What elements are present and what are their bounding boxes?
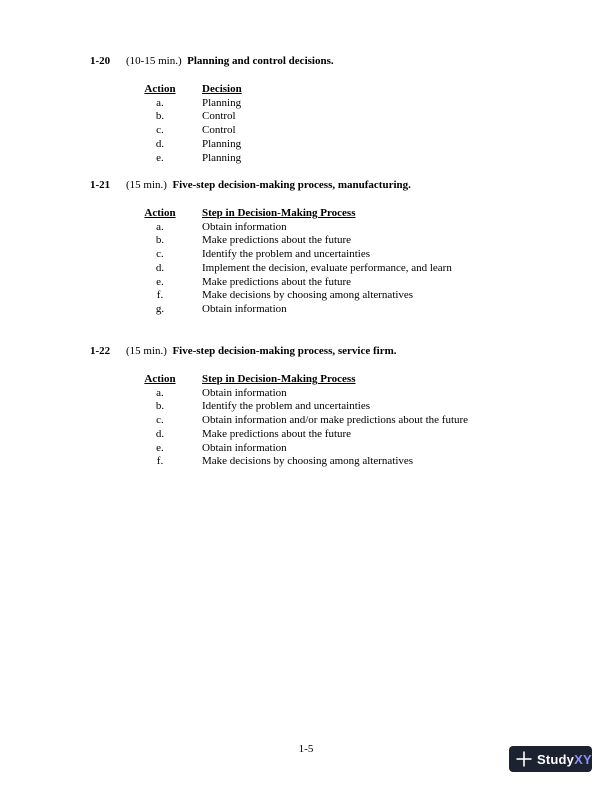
table-row (0, 152, 612, 166)
table-row (0, 276, 612, 290)
table-row (0, 414, 612, 428)
badge-label-main: Study (537, 751, 575, 767)
problem-number: 1-20 (90, 55, 111, 67)
table-row (0, 442, 612, 456)
row-text: Control (202, 110, 236, 123)
action-letter: g. (155, 302, 165, 315)
problem-time: (15 min.) (126, 179, 167, 191)
table-header-row (0, 83, 612, 97)
action-letter: e. (156, 151, 164, 164)
problem-title: Five-step decision-making process, manufacturing. (172, 179, 411, 191)
problem-time-and-title (126, 55, 334, 68)
table-row (0, 303, 612, 317)
row-text: Obtain information (202, 386, 287, 399)
action-letter: c. (156, 124, 164, 137)
table-row (0, 455, 612, 469)
action-letter: b. (155, 400, 165, 413)
table-row (0, 289, 612, 303)
studyxy-badge[interactable] (509, 746, 592, 772)
action-letter: d. (155, 427, 165, 440)
row-text: Planning (202, 151, 242, 164)
action-letter: e. (156, 275, 164, 288)
table-row (0, 387, 612, 401)
action-letter: e. (156, 441, 164, 454)
row-text: Make decisions by choosing among alternatives (202, 289, 414, 302)
row-text: Control (202, 124, 236, 137)
table-row (0, 248, 612, 262)
row-text: Obtain information (202, 441, 287, 454)
badge-label-accent: XY (574, 751, 592, 767)
action-letter: a. (156, 96, 164, 109)
table-row (0, 124, 612, 138)
action-letter: b. (155, 234, 165, 247)
row-text: Make decisions by choosing among alternatives (202, 455, 414, 468)
action-letter: c. (156, 414, 164, 427)
plus-sparkle-icon (516, 751, 532, 767)
row-text: Obtain information and/or make predictions about the future (202, 414, 469, 427)
row-text: Identify the problem and uncertainties (202, 248, 370, 261)
table-row (0, 234, 612, 248)
action-letter: f. (156, 455, 164, 468)
action-letter: c. (156, 248, 164, 261)
problem-number: 1-21 (90, 179, 111, 191)
action-letter: d. (155, 137, 165, 150)
problem-time: (10-15 min.) (126, 55, 182, 67)
row-text: Obtain information (202, 220, 287, 233)
row-text: Identify the problem and uncertainties (202, 400, 370, 413)
row-text: Planning (202, 96, 242, 109)
column-header-action: Action (144, 373, 176, 385)
column-header-decision: Decision (202, 83, 242, 95)
table-row (0, 400, 612, 414)
column-header-action: Action (144, 83, 176, 95)
badge-label (537, 752, 592, 767)
table-row (0, 97, 612, 111)
row-text: Planning (202, 137, 242, 150)
problem-title: Planning and control decisions. (187, 55, 334, 67)
action-letter: b. (155, 110, 165, 123)
column-header-step: Step in Decision-Making Process (202, 207, 356, 219)
row-text: Make predictions about the future (202, 234, 352, 247)
action-letter: d. (155, 261, 165, 274)
problem-time-and-title (126, 179, 411, 192)
table-row (0, 138, 612, 152)
table-header-row (0, 207, 612, 221)
table-row (0, 428, 612, 442)
table-row (0, 110, 612, 124)
action-letter: f. (156, 289, 164, 302)
page-number: 1-5 (298, 743, 314, 755)
row-text: Make predictions about the future (202, 427, 352, 440)
action-letter: a. (156, 220, 164, 233)
row-text: Obtain information (202, 302, 287, 315)
row-text: Make predictions about the future (202, 275, 352, 288)
column-header-step: Step in Decision-Making Process (202, 373, 356, 385)
table-row (0, 262, 612, 276)
table-header-row (0, 373, 612, 387)
table-row (0, 221, 612, 235)
problem-time-and-title (126, 345, 397, 358)
problem-title: Five-step decision-making process, service firm. (172, 345, 397, 357)
problem-number: 1-22 (90, 345, 111, 357)
row-text: Implement the decision, evaluate performance, and learn (202, 261, 452, 274)
action-letter: a. (156, 386, 164, 399)
column-header-action: Action (144, 207, 176, 219)
problem-time: (15 min.) (126, 345, 167, 357)
